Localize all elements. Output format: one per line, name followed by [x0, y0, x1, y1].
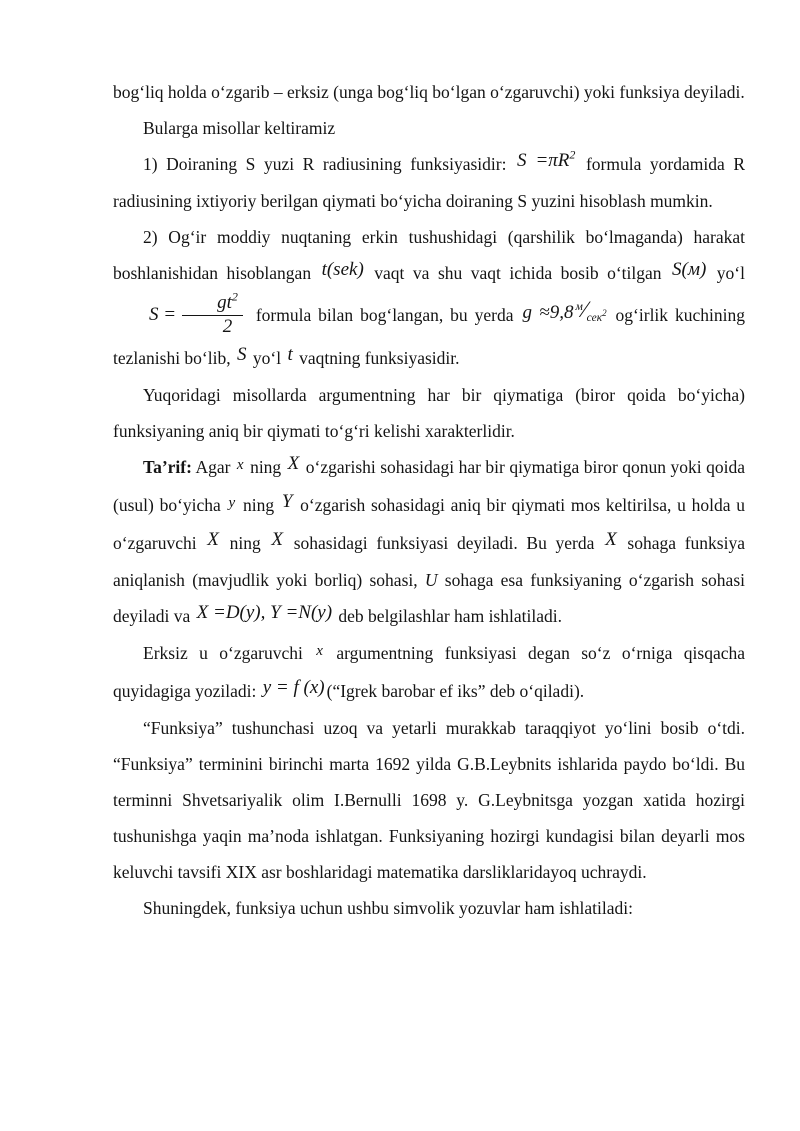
formula-domain-range: X =D(y), Y =N(y): [196, 601, 333, 623]
formula-distance-m: S(м): [672, 259, 707, 280]
text-run: Bularga misollar keltiramiz: [143, 118, 336, 138]
text-run: sohasidagi funksiyasi deyiladi. Bu yerda: [285, 532, 604, 553]
var-X-domain: X: [287, 452, 300, 474]
text-run: deb belgilashlar ham ishlatiladi.: [334, 605, 562, 626]
var-x-arg: x: [316, 642, 323, 659]
text-run: “Funksiya” tushunchasi uzoq va yetarli murakkab taraqqiyot yo‘lini bosib o‘tdi. “Funksiya” terminini birinchi marta 1692 yilda G.B.Leybnits ishlarida paydo bo‘ldi. Bu terminni Shvetsariyalik olim I.Bernulli 1698 y. G.Leybnitsga yozgan xatida hozirgi tushunishga yaqin ma’noda ishlatgan. Funksiyaning hozirgi kundagisi bilan deyarli mos keluvchi tavsifi XIX asr boshlaridagi matematika darsliklaridayoq uchraydi.: [113, 717, 745, 882]
var-t: t: [287, 343, 293, 365]
text-run: sohaga esa funksiyaning o‘zgarish sohasi deyiladi va: [113, 569, 746, 626]
var-X3: X: [605, 528, 617, 550]
formula-y-fx: y = f (x): [262, 676, 325, 698]
var-x: x: [236, 456, 244, 473]
text-run: yo‘l: [708, 263, 745, 283]
text-run: formula yordamida R radiusining ixtiyoriy berilgan qiymati bo‘yicha doiraning S yuzini hisoblash mumkin.: [113, 154, 745, 211]
text-run: o‘zgarish sohasidagi aniq bir qiymati mos keltirilsa, u holda u o‘zgaruvchi: [113, 494, 746, 553]
text-run: (“Igrek barobar ef iks” deb o‘qiladi).: [326, 680, 585, 701]
text-run: Agar: [191, 456, 235, 477]
text-run: Shuningdek, funksiya uchun ushbu simvolik yozuvlar ham ishlatiladi:: [143, 897, 633, 918]
var-y: y: [228, 494, 236, 511]
text-run: o‘zgarishi sohasidagi har bir qiymatiga biror qonun yoki qoida (usul) bo‘yicha: [113, 456, 745, 515]
text-run: argumentning funksiyasi degan so‘z o‘rniga qisqacha quyidagiga yoziladi:: [113, 642, 746, 701]
text-run: 2) Og‘ir moddiy nuqtaning erkin tushushidagi (qarshilik bo‘lmaganda) harakat boshlanishidan hisoblangan: [113, 227, 745, 283]
para-characteristic: [113, 377, 745, 449]
para-history: [113, 710, 745, 890]
var-S: S: [237, 343, 247, 365]
para-intro-continuation: [113, 74, 745, 110]
text-run: 1) Doiraning S yuzi R radiusining funksiyasidir:: [143, 154, 515, 174]
formula-time-sek: t(sek): [321, 259, 364, 280]
text-column: [113, 74, 745, 926]
var-Y-range: Y: [281, 490, 293, 512]
formula-gravity: g ≈9,8 $^м⁄_{сек^2}$: [522, 297, 607, 324]
var-U: U: [424, 569, 438, 590]
para-example-2: [113, 219, 745, 377]
formula-free-fall: S = $\frac{gt^2}{2}$: [113, 292, 249, 338]
text-run: ning: [245, 456, 286, 477]
text-run: ning: [237, 494, 280, 515]
text-run: yo‘l: [248, 347, 286, 368]
text-run: vaqtning funksiyasidir.: [294, 347, 460, 368]
text-run: sohaga funksiya aniqlanish (mavjudlik yoki borliq) sohasi,: [113, 532, 745, 590]
definition-label: Ta’rif:: [143, 456, 192, 477]
para-notation: [113, 635, 745, 710]
text-run: Erksiz u o‘zgaruvchi: [143, 642, 315, 663]
var-X2: X: [271, 528, 284, 550]
formula-circle-area: $S =\pi R^2$: [517, 147, 576, 171]
para-symbolic-lead: [113, 890, 745, 926]
text-run: bog‘liq holda o‘zgarib – erksiz (unga bog‘liq bo‘lgan o‘zgaruvchi) yoki funksiya deyiladi.: [113, 82, 745, 102]
text-run: og‘irlik kuchining tezlanishi bo‘lib,: [113, 305, 745, 368]
para-examples-lead: [113, 110, 745, 146]
para-example-1: [113, 146, 745, 219]
text-run: Yuqoridagi misollarda argumentning har bir qiymatiga (biror qoida bo‘yicha) funksiyaning aniq bir qiymati to‘g‘ri kelishi xarakterlidir.: [113, 384, 745, 441]
para-definition: [113, 449, 745, 635]
text-run: ning: [220, 532, 270, 553]
text-run: vaqt va shu vaqt ichida bosib o‘tilgan: [365, 263, 671, 283]
text-run: formula bilan bog‘langan, bu yerda: [248, 305, 521, 325]
var-X: X: [207, 528, 219, 550]
